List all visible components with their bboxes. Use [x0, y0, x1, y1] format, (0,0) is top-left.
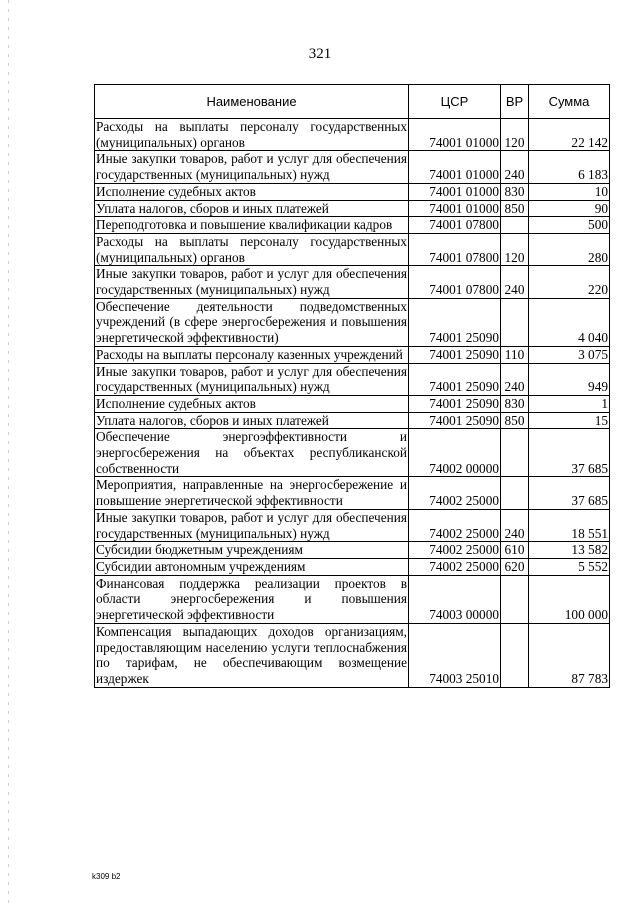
- cell-vr: 830: [501, 183, 529, 200]
- table-row: [95, 346, 610, 363]
- cell-csr: 74001 25090: [409, 395, 501, 412]
- cell-name: Субсидии бюджетным учреждениям: [95, 542, 409, 559]
- table-row: [95, 119, 610, 151]
- table-row: [95, 363, 610, 395]
- cell-csr: 74001 25090: [409, 363, 501, 395]
- cell-sum: 37 685: [529, 477, 610, 509]
- cell-vr: 620: [501, 558, 529, 575]
- table-row: [95, 477, 610, 509]
- table-header: [95, 85, 610, 119]
- cell-vr: 120: [501, 119, 529, 151]
- cell-sum: 10: [529, 183, 610, 200]
- cell-csr: 74001 01000: [409, 119, 501, 151]
- scan-edge-artifact: [8, 0, 9, 905]
- table-row: [95, 429, 610, 477]
- table-row: [95, 233, 610, 265]
- cell-vr: [501, 477, 529, 509]
- cell-sum: 87 783: [529, 623, 610, 687]
- header-sum: Сумма: [529, 85, 610, 119]
- cell-vr: [501, 298, 529, 346]
- cell-name: Переподготовка и повышение квалификации кадров: [95, 217, 409, 234]
- cell-vr: 110: [501, 346, 529, 363]
- cell-name: Иные закупки товаров, работ и услуг для обеспечения государственных (муниципальных) нужд: [96, 266, 407, 298]
- cell-sum: 3 075: [529, 346, 610, 363]
- cell-vr: 120: [501, 233, 529, 265]
- cell-vr: 830: [501, 395, 529, 412]
- cell-name: Иные закупки товаров, работ и услуг для обеспечения государственных (муниципальных) нужд: [96, 509, 407, 541]
- table-row: [95, 217, 610, 234]
- cell-vr: 240: [501, 151, 529, 183]
- cell-vr: 610: [501, 542, 529, 559]
- cell-csr: 74002 00000: [409, 429, 501, 477]
- cell-name: Расходы на выплаты персоналу государственных (муниципальных) органов: [96, 119, 407, 150]
- header-name: Наименование: [95, 85, 409, 119]
- cell-csr: 74001 25090: [409, 412, 501, 429]
- cell-name: Расходы на выплаты персоналу казенных учреждений: [95, 346, 409, 363]
- cell-sum: 1: [529, 395, 610, 412]
- cell-csr: 74002 25000: [409, 477, 501, 509]
- cell-vr: [501, 623, 529, 687]
- cell-sum: 13 582: [529, 542, 610, 559]
- cell-sum: 18 551: [529, 509, 610, 541]
- cell-name: Уплата налогов, сборов и иных платежей: [95, 412, 409, 429]
- cell-sum: 4 040: [529, 298, 610, 346]
- cell-sum: 220: [529, 266, 610, 298]
- page-number: 321: [308, 46, 332, 62]
- table-row: [95, 200, 610, 217]
- table-row: [95, 623, 610, 687]
- cell-vr: [501, 217, 529, 234]
- cell-sum: 5 552: [529, 558, 610, 575]
- cell-csr: 74001 01000: [409, 183, 501, 200]
- table-row: [95, 183, 610, 200]
- cell-name: Исполнение судебных актов: [95, 183, 409, 200]
- table-row: [95, 509, 610, 541]
- header-vr: ВР: [501, 85, 529, 119]
- cell-sum: 90: [529, 200, 610, 217]
- table-row: [95, 558, 610, 575]
- footer-code: k309 b2: [92, 872, 121, 881]
- cell-vr: 240: [501, 266, 529, 298]
- cell-name: Обеспечение деятельности подведомственных учреждений (в сфере энергосбережения и повышения энергетической эффективности): [96, 298, 407, 346]
- cell-name: Субсидии автономным учреждениям: [95, 558, 409, 575]
- cell-name: Мероприятия, направленные на энергосбережение и повышение энергетической эффективности: [96, 477, 407, 509]
- table-row: [95, 266, 610, 298]
- cell-sum: 280: [529, 233, 610, 265]
- table-row: [95, 542, 610, 559]
- table-row: [95, 575, 610, 623]
- header-row: [95, 85, 610, 119]
- cell-name: Обеспечение энергоэффективности и энергосбережения на объектах республиканской собственности: [96, 429, 407, 476]
- table-row: [95, 151, 610, 183]
- cell-name: Расходы на выплаты персоналу государственных (муниципальных) органов: [96, 233, 407, 265]
- cell-name: Компенсация выпадающих доходов организациям, предоставляющим населению услуги теплоснабжения по тарифам, не обеспечивающим возмещение издержек: [96, 623, 407, 686]
- cell-csr: 74001 07800: [409, 233, 501, 265]
- cell-csr: 74001 07800: [409, 217, 501, 234]
- cell-csr: 74001 25090: [409, 298, 501, 346]
- cell-csr: 74001 25090: [409, 346, 501, 363]
- cell-csr: 74001 07800: [409, 266, 501, 298]
- cell-name: Уплата налогов, сборов и иных платежей: [95, 200, 409, 217]
- table-row: [95, 298, 610, 346]
- cell-csr: 74003 25010: [409, 623, 501, 687]
- cell-vr: 240: [501, 509, 529, 541]
- table-row: [95, 412, 610, 429]
- cell-vr: [501, 429, 529, 477]
- cell-csr: 74002 25000: [409, 542, 501, 559]
- cell-sum: 37 685: [529, 429, 610, 477]
- header-csr: ЦСР: [409, 85, 501, 119]
- cell-name: Исполнение судебных актов: [95, 395, 409, 412]
- cell-vr: [501, 575, 529, 623]
- table-row: [95, 395, 610, 412]
- table-body: [95, 119, 610, 688]
- budget-table: [94, 84, 610, 688]
- cell-csr: 74002 25000: [409, 509, 501, 541]
- cell-vr: 240: [501, 363, 529, 395]
- cell-name: Иные закупки товаров, работ и услуг для обеспечения государственных (муниципальных) нужд: [96, 151, 407, 183]
- cell-csr: 74001 01000: [409, 151, 501, 183]
- cell-csr: 74003 00000: [409, 575, 501, 623]
- cell-csr: 74002 25000: [409, 558, 501, 575]
- cell-vr: 850: [501, 200, 529, 217]
- cell-sum: 949: [529, 363, 610, 395]
- cell-name: Финансовая поддержка реализации проектов в области энергосбережения и повышения энергетической эффективности: [96, 575, 407, 623]
- cell-csr: 74001 01000: [409, 200, 501, 217]
- cell-vr: 850: [501, 412, 529, 429]
- cell-sum: 15: [529, 412, 610, 429]
- cell-sum: 22 142: [529, 119, 610, 151]
- cell-sum: 6 183: [529, 151, 610, 183]
- cell-sum: 500: [529, 217, 610, 234]
- cell-name: Иные закупки товаров, работ и услуг для обеспечения государственных (муниципальных) нужд: [96, 363, 407, 395]
- cell-sum: 100 000: [529, 575, 610, 623]
